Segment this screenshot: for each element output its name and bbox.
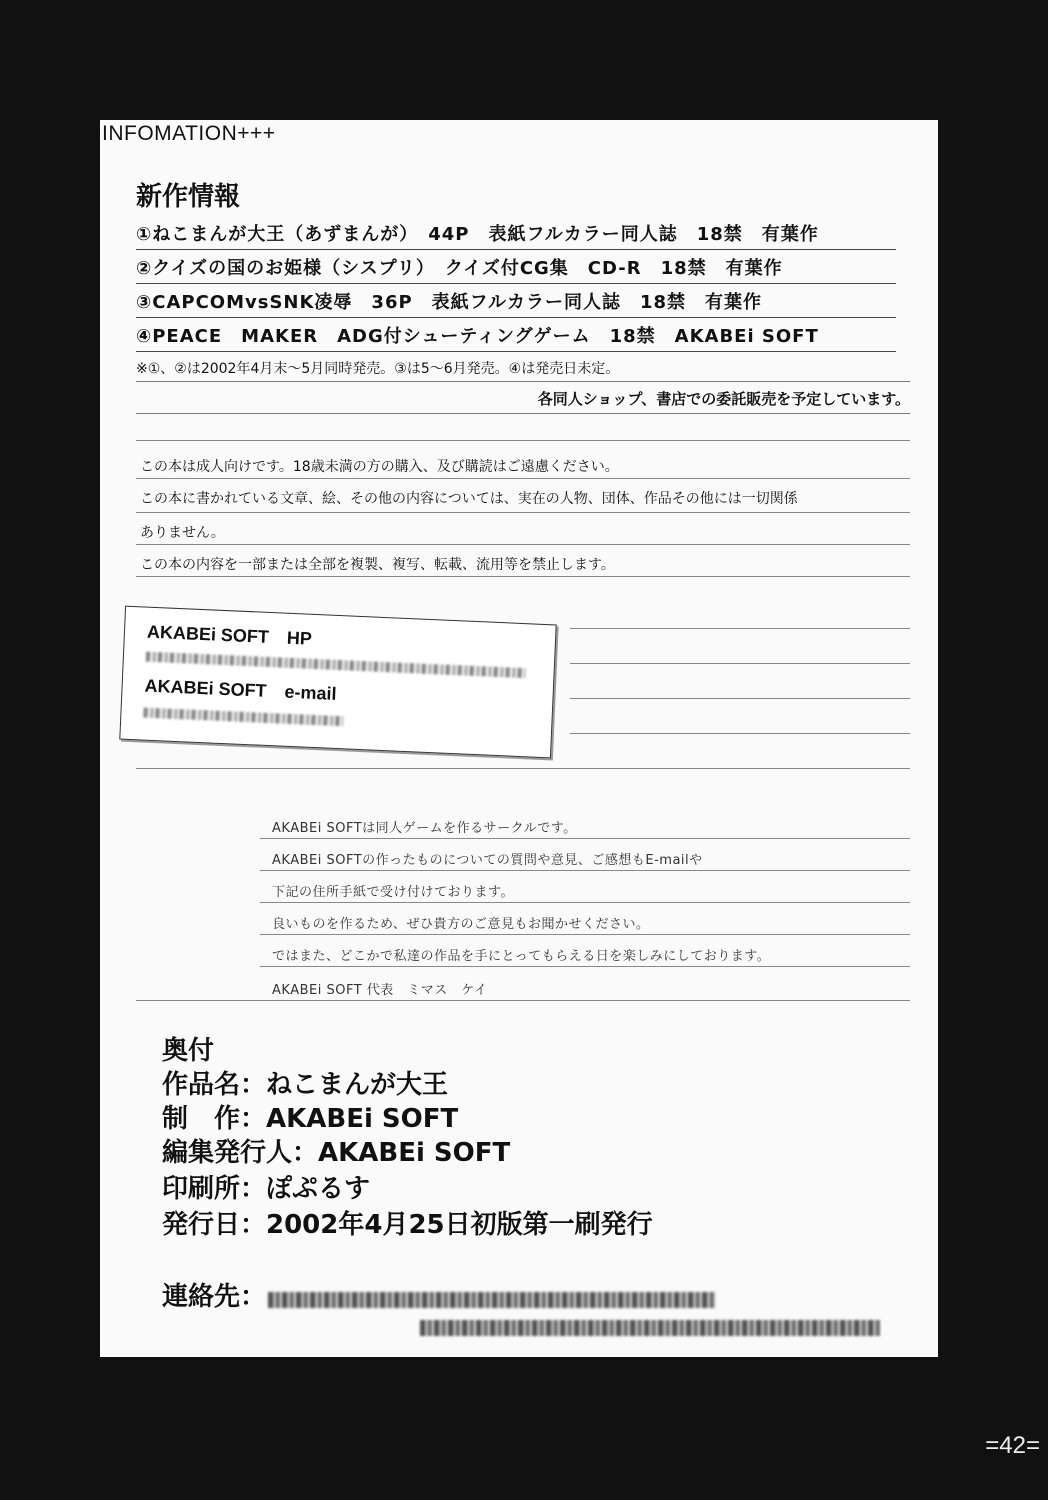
colophon-title: 奥付 [162, 1036, 215, 1066]
message-line: AKABEi SOFTは同人ゲームを作るサークルです。 [272, 821, 577, 836]
warning-line: この本の内容を一部または全部を複製、複写、転載、流用等を禁止します。 [140, 557, 615, 573]
message-line: ではまた、どこかで私達の作品を手にとってもらえる日を楽しみにしております。 [272, 949, 771, 964]
divider [136, 478, 910, 479]
message-line: 下記の住所手紙で受け付けております。 [272, 885, 514, 900]
shops-note: 各同人ショップ、書店での委託販売を予定しています。 [136, 388, 910, 414]
divider [260, 902, 910, 903]
divider [260, 966, 910, 967]
divider [136, 576, 910, 577]
address-redacted [268, 1292, 716, 1308]
product-item: ②クイズの国のお姫様（シスプリ） クイズ付CG集 CD-R 18禁 有葉作 [136, 254, 896, 284]
colophon-row: 制 作：AKABEi SOFT [162, 1104, 459, 1134]
colophon-row: 発行日：2002年4月25日初版第一刷発行 [162, 1210, 653, 1240]
email-redacted [143, 708, 343, 727]
page-header: INFOMATION+++ [102, 122, 276, 145]
divider [136, 768, 910, 769]
divider [570, 698, 910, 699]
divider [260, 838, 910, 839]
message-line: AKABEi SOFTの作ったものについての質問や意見、ご感想もE-mailや [272, 853, 703, 868]
release-note: ※①、②は2002年4月末～5月同時発売。③は5～6月発売。④は発売日未定。 [136, 358, 910, 382]
divider [260, 934, 910, 935]
product-item: ③CAPCOMvsSNK凌辱 36P 表紙フルカラー同人誌 18禁 有葉作 [136, 288, 896, 318]
contact-card [119, 606, 556, 759]
new-works-title: 新作情報 [136, 182, 241, 212]
divider [570, 663, 910, 664]
warning-line: この本に書かれている文章、絵、その他の内容については、実在の人物、団体、作品その他には一切関係 [140, 491, 798, 507]
product-item: ①ねこまんが大王（あずまんが） 44P 表紙フルカラー同人誌 18禁 有葉作 [136, 220, 896, 250]
page-number: =42= [985, 1432, 1040, 1459]
warning-line: ありません。 [140, 525, 225, 541]
colophon-contact-label: 連絡先： [162, 1282, 267, 1312]
divider [136, 440, 910, 441]
divider [136, 544, 910, 545]
address-redacted [420, 1320, 880, 1336]
colophon-row: 編集発行人：AKABEi SOFT [162, 1138, 511, 1168]
divider [136, 1000, 910, 1001]
message-signature: AKABEi SOFT 代表 ミマス ケイ [272, 983, 488, 998]
divider [570, 628, 910, 629]
divider [136, 512, 910, 513]
colophon-row: 作品名：ねこまんが大王 [162, 1070, 449, 1100]
colophon-row: 印刷所：ぽぷるす [162, 1174, 371, 1204]
email-label: AKABEi SOFT e-mail [144, 675, 337, 704]
product-item: ④PEACE MAKER ADG付シューティングゲーム 18禁 AKABEi SOFT [136, 322, 896, 352]
divider [260, 870, 910, 871]
warning-line: この本は成人向けです。18歳未満の方の購入、及び購読はご遠慮ください。 [140, 459, 619, 475]
message-line: 良いものを作るため、ぜひ貴方のご意見もお聞かせください。 [272, 917, 650, 932]
book-page [100, 120, 938, 1357]
hp-label: AKABEi SOFT HP [146, 621, 313, 649]
divider [570, 733, 910, 734]
